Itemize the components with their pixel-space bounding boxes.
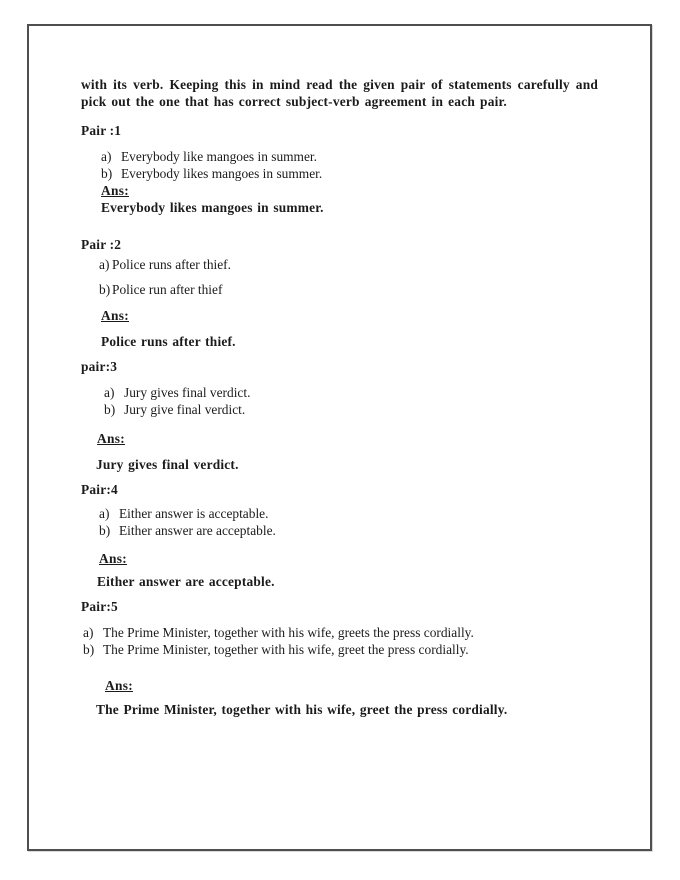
option-b-text: Police run after thief <box>112 282 223 297</box>
answer-text: The Prime Minister, together with his wife, greet the press cordially. <box>96 702 508 717</box>
option-b <box>104 401 598 418</box>
option-b-marker: b) <box>99 282 111 297</box>
option-b-marker: b) <box>101 166 113 181</box>
pair-section-3 <box>81 358 598 473</box>
option-b-text: Everybody likes mangoes in summer. <box>121 166 323 181</box>
option-a-marker: a) <box>83 625 94 640</box>
option-a <box>83 624 598 641</box>
answer-label: Ans: <box>97 431 125 446</box>
answer-text: Either answer are acceptable. <box>97 574 275 589</box>
option-b <box>99 281 598 298</box>
option-a-marker: a) <box>99 506 110 521</box>
document-content <box>29 26 650 718</box>
option-a-marker: a) <box>99 257 110 272</box>
pair-section-5 <box>81 598 598 718</box>
pair-section-2 <box>81 236 598 350</box>
pair-title: Pair :1 <box>81 123 122 138</box>
option-b <box>101 165 598 182</box>
pair-title: pair:3 <box>81 359 118 374</box>
option-a <box>104 384 598 401</box>
page-border-frame <box>27 24 652 851</box>
option-a <box>101 148 598 165</box>
option-a-marker: a) <box>101 149 112 164</box>
option-a-marker: a) <box>104 385 115 400</box>
option-b <box>99 522 598 539</box>
option-b-text: Jury give final verdict. <box>124 402 246 417</box>
answer-text: Everybody likes mangoes in summer. <box>101 200 324 215</box>
option-b-marker: b) <box>83 642 95 657</box>
option-b <box>83 641 598 658</box>
option-b-text: The Prime Minister, together with his wife, greet the press cordially. <box>103 642 469 657</box>
option-b-marker: b) <box>99 523 111 538</box>
pair-title: Pair :2 <box>81 237 122 252</box>
option-a-text: Everybody like mangoes in summer. <box>121 149 317 164</box>
answer-text: Jury gives final verdict. <box>96 457 239 472</box>
option-a-text: Jury gives final verdict. <box>124 385 251 400</box>
answer-label: Ans: <box>101 183 129 198</box>
option-a-text: Police runs after thief. <box>112 257 231 272</box>
pair-section-1 <box>81 122 598 216</box>
option-b-marker: b) <box>104 402 116 417</box>
pair-title: Pair:5 <box>81 599 118 614</box>
option-a-text: Either answer is acceptable. <box>119 506 269 521</box>
option-a-text: The Prime Minister, together with his wife, greets the press cordially. <box>103 625 474 640</box>
answer-label: Ans: <box>101 308 129 323</box>
answer-text: Police runs after thief. <box>101 334 236 349</box>
option-a <box>99 256 598 273</box>
intro-paragraph: with its verb. Keeping this in mind read the given pair of statements carefully and pick out the one that has correct subject-verb agreement in each pair. <box>81 77 598 109</box>
pair-section-4 <box>81 481 598 590</box>
option-a <box>99 505 598 522</box>
pair-title: Pair:4 <box>81 482 118 497</box>
option-b-text: Either answer are acceptable. <box>119 523 276 538</box>
answer-label: Ans: <box>105 678 133 693</box>
answer-label: Ans: <box>99 551 127 566</box>
